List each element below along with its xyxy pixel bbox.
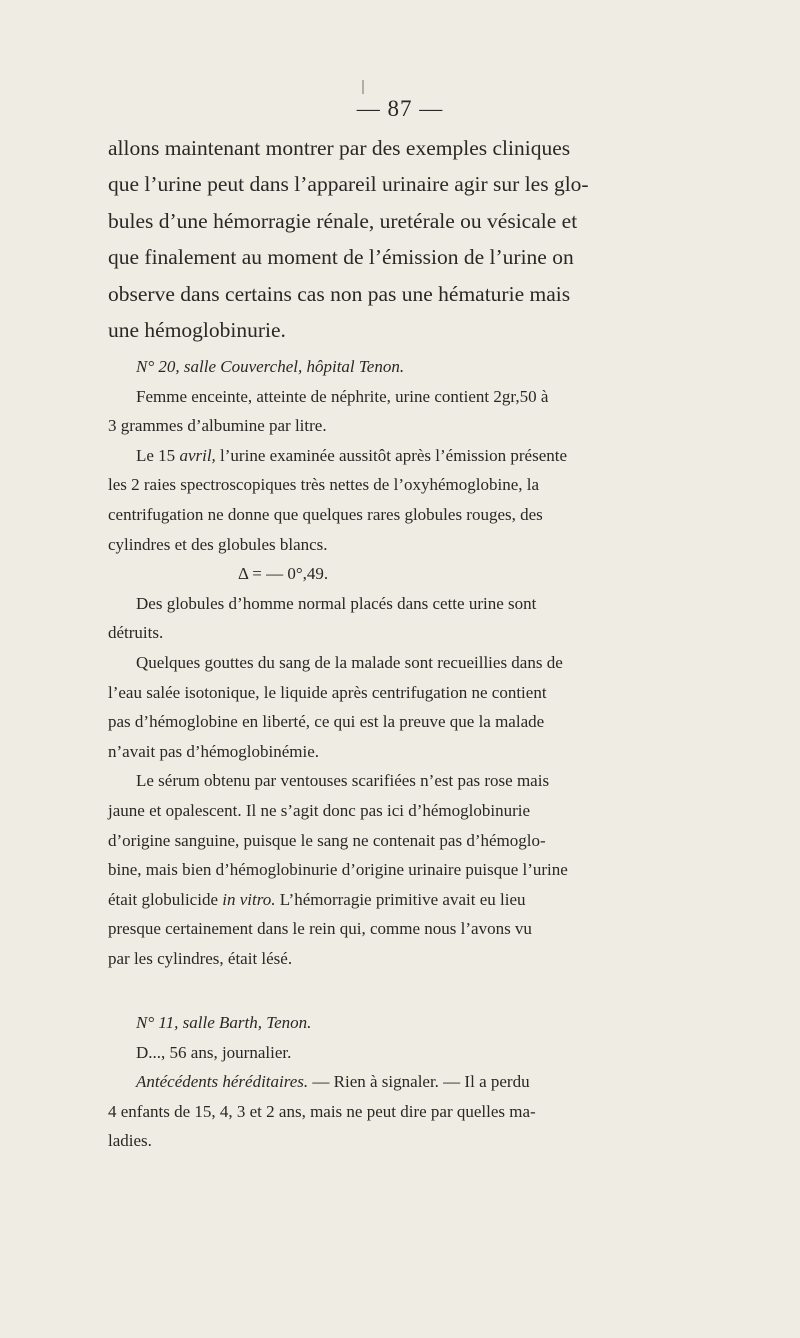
case-20-heading: N° 20, salle Couverchel, hôpital Tenon. <box>136 357 405 376</box>
text-line: n’avait pas d’hémoglobinémie. <box>108 741 320 761</box>
text-line: par les cylindres, était lésé. <box>108 948 293 968</box>
text-line: l’eau salée isotonique, le liquide après centrifugation ne contient <box>108 682 547 702</box>
text-fragment: L’hémorragie primitive avait eu lieu <box>275 889 526 909</box>
text-line: d’origine sanguine, puisque le sang ne contenait pas d’hémoglo- <box>108 830 546 850</box>
text-line: presque certainement dans le rein qui, comme nous l’avons vu <box>108 919 532 939</box>
date-italic: avril, <box>179 445 216 465</box>
delta-formula: Δ = — 0°,49. <box>238 564 329 584</box>
intro-paragraph <box>108 130 708 348</box>
text-line <box>108 885 708 915</box>
text-line <box>108 1067 708 1097</box>
text-fragment: l’urine examinée aussitôt après l’émission présente <box>215 445 568 465</box>
text-line: que l’urine peut dans l’appareil urinaire agir sur les glo- <box>108 172 589 197</box>
text-fragment: — Rien à signaler. — Il a perdu <box>308 1072 530 1092</box>
case-11-section <box>108 1008 708 1156</box>
text-fragment: était globulicide <box>108 889 223 909</box>
text-line: que finalement au moment de l’émission de l’urine on <box>108 245 574 270</box>
text-line <box>108 441 708 471</box>
text-line: cylindres et des globules blancs. <box>108 534 328 554</box>
text-line: D..., 56 ans, journalier. <box>136 1042 292 1062</box>
text-line: observe dans certains cas non pas une hématurie mais <box>108 281 571 306</box>
text-line: Quelques gouttes du sang de la malade sont recueillies dans de <box>136 652 563 672</box>
text-line: 4 enfants de 15, 4, 3 et 2 ans, mais ne peut dire par quelles ma- <box>108 1101 536 1121</box>
text-line: les 2 raies spectroscopiques très nettes de l’oxyhémoglobine, la <box>108 475 540 495</box>
text-line: une hémoglobinurie. <box>108 318 286 343</box>
text-line: détruits. <box>108 623 164 643</box>
page-number: — 87 — <box>356 96 444 121</box>
case-20-section <box>108 352 708 973</box>
text-line: bine, mais bien d’hémoglobinurie d’origine urinaire puisque l’urine <box>108 860 568 880</box>
text-line: Femme enceinte, atteinte de néphrite, urine contient 2gr,50 à <box>136 386 549 406</box>
text-line: ladies. <box>108 1131 152 1151</box>
latin-italic: in vitro. <box>222 889 276 909</box>
text-line: pas d’hémoglobine en liberté, ce qui est la preuve que la malade <box>108 712 545 732</box>
text-line: jaune et opalescent. Il ne s’agit donc pas ici d’hémoglobinurie <box>108 800 531 820</box>
case-11-heading: N° 11, salle Barth, Tenon. <box>136 1013 312 1032</box>
text-line: 3 grammes d’albumine par litre. <box>108 416 327 436</box>
text-line: bules d’une hémorragie rénale, uretérale ou vésicale et <box>108 208 578 233</box>
antecedents-italic: Antécédents héréditaires. <box>136 1072 309 1092</box>
text-line: Des globules d’homme normal placés dans cette urine sont <box>136 593 537 613</box>
text-fragment: Le 15 <box>136 445 180 465</box>
text-line: allons maintenant montrer par des exemples cliniques <box>108 136 571 160</box>
text-line: Le sérum obtenu par ventouses scarifiées n’est pas rose mais <box>136 771 550 791</box>
paper-mark <box>362 80 364 94</box>
text-line: centrifugation ne donne que quelques rares globules rouges, des <box>108 504 543 524</box>
